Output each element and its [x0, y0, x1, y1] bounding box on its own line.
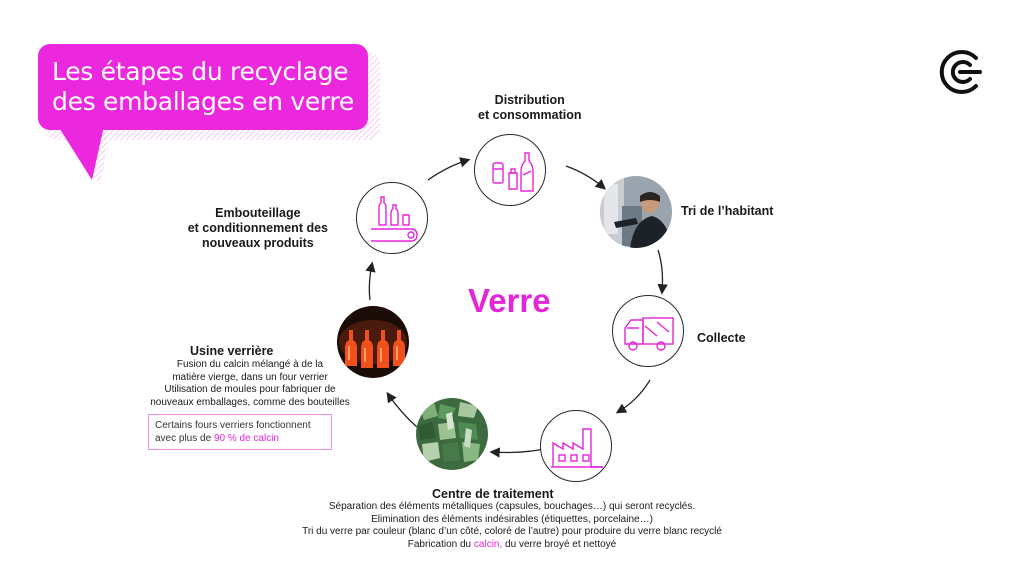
- calcin-note-box: [148, 414, 332, 450]
- note-line-1: Certains fours verriers fonctionnent: [155, 420, 311, 431]
- centre-desc-2: Elimination des éléments indésirables (étiquettes, porcelaine…): [371, 513, 653, 525]
- step-distribution-label: [478, 93, 582, 123]
- title-line-2: des emballages en verre: [52, 87, 354, 116]
- citeo-logo-icon: [936, 48, 984, 96]
- usine-desc-2: matière vierge, dans un four verrier: [172, 371, 328, 383]
- calcin-highlight: calcin,: [473, 538, 503, 550]
- bottles-icon: [474, 134, 546, 206]
- title-bubble: [38, 44, 368, 130]
- centre-desc-3: Tri du verre par couleur (blanc d’un côté, coloré de l’autre) pour produire du verre blanc recyclé: [302, 526, 722, 537]
- note-line-2-before: avec plus de: [155, 432, 214, 444]
- person-photo: [600, 176, 672, 248]
- note-line-2: [155, 433, 331, 446]
- step-usine-label: Usine verrière: [190, 344, 274, 358]
- conveyor-bottles-icon: [356, 182, 428, 254]
- title-line-1: Les étapes du recyclage: [52, 57, 349, 86]
- centre-desc-4-before: Fabrication du: [407, 538, 474, 550]
- step-collecte-label: Collecte: [697, 331, 746, 345]
- embouteillage-line-2: et conditionnement des: [187, 221, 328, 235]
- factory-icon: [540, 410, 612, 482]
- usine-desc-3: Utilisation de moules pour fabriquer de: [164, 384, 336, 395]
- step-embouteillage-label: [188, 206, 328, 251]
- step-tri-label: Tri de l’habitant: [681, 204, 774, 218]
- usine-desc-4: nouveaux emballages, comme des bouteilles: [150, 396, 350, 408]
- centre-desc-4: [302, 539, 722, 552]
- truck-icon: [612, 295, 684, 367]
- note-percentage-highlight: 90 % de calcin: [213, 432, 279, 444]
- centre-desc-1: Séparation des éléments métalliques (capsules, bouchages…) qui seront recyclés.: [328, 501, 696, 512]
- embouteillage-line-3: nouveaux produits: [201, 236, 314, 250]
- center-label-verre: Verre: [468, 282, 551, 319]
- crushed-glass-photo: [416, 398, 488, 470]
- step-centre-label: Centre de traitement: [432, 487, 554, 501]
- step-usine-description: [150, 359, 350, 409]
- usine-desc-1: Fusion du calcin mélangé à de la: [176, 359, 324, 370]
- embouteillage-line-1: Embouteillage: [215, 206, 301, 220]
- distribution-line-1: Distribution: [494, 93, 565, 107]
- centre-desc-4-after: du verre broyé et nettoyé: [502, 538, 617, 550]
- distribution-line-2: et consommation: [478, 108, 582, 122]
- step-centre-description: [302, 501, 722, 551]
